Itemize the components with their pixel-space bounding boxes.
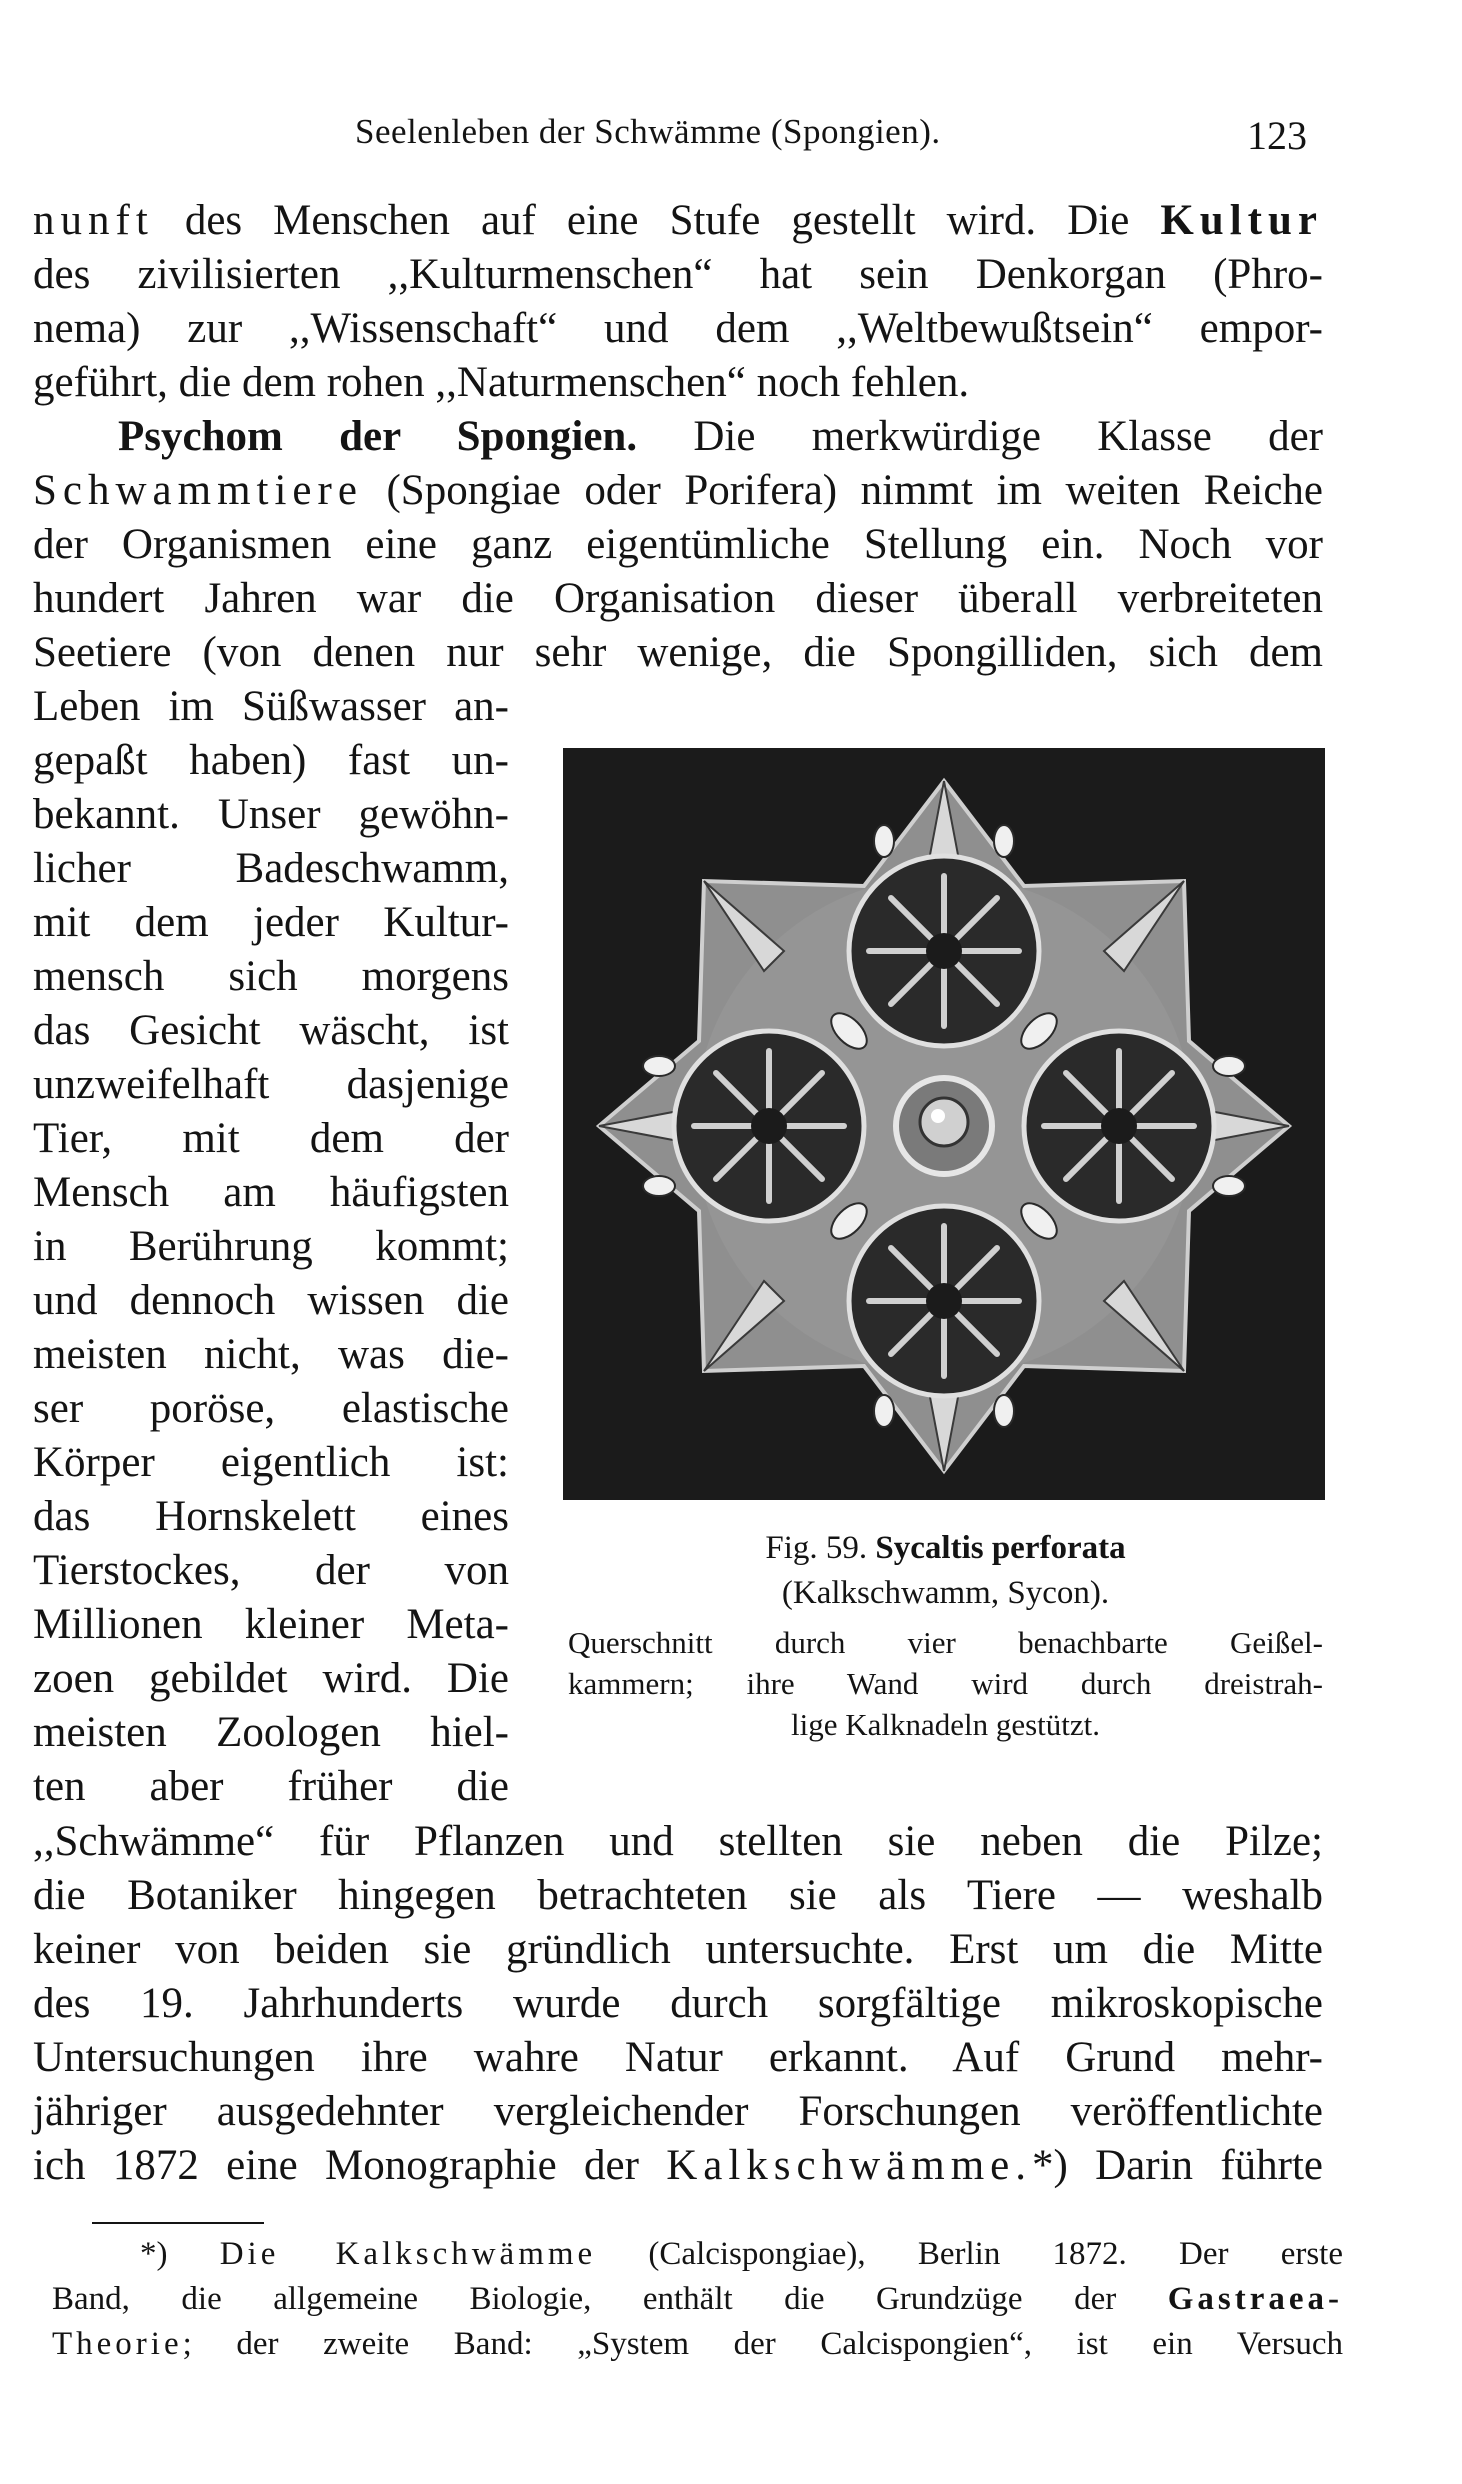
text-line <box>33 464 1323 518</box>
text-run: (Calcispongiae), Berlin 1872. Der erste <box>596 2236 1344 2272</box>
figure-caption-title <box>568 1530 1323 1567</box>
text-line: Mensch am häufigsten <box>33 1169 509 1216</box>
text-run: ; der zweite Band: „System der Calcispongien“, ist ein Versuch <box>182 2326 1343 2362</box>
text-line: Tier, mit dem der <box>33 1115 509 1162</box>
figure-caption-subtitle: (Kalkschwamm, Sycon). <box>781 1575 1110 1611</box>
spaced-text: Gastraea- <box>1167 2281 1343 2317</box>
text-line: geführt, die dem rohen ,,Naturmenschen“ noch fehlen. <box>33 359 970 406</box>
footnote-line <box>52 2277 1343 2321</box>
bold-text: Kultur <box>1160 197 1323 244</box>
figure-label: Fig. 59. <box>765 1530 868 1566</box>
text-line: unzweifelhaft dasjenige <box>33 1061 509 1108</box>
section-heading-line <box>118 410 1323 464</box>
footnote-marker: *) <box>140 2236 220 2272</box>
text-run: (Spongiae oder Porifera) nimmt im weiten Reiche <box>362 467 1323 514</box>
text-line: ,,Schwämme“ für Pflanzen und stellten sie neben die Pilze; <box>33 1818 1323 1865</box>
text-line: meisten Zoologen hiel- <box>33 1709 509 1756</box>
footnote-line <box>52 2322 1343 2366</box>
figure-caption-text: kammern; ihre Wand wird durch dreistrah- <box>568 1666 1323 1701</box>
spaced-text: Theorie <box>52 2326 183 2362</box>
text-line: Untersuchungen ihre wahre Natur erkannt. Auf Grund mehr- <box>33 2034 1323 2081</box>
text-line: das Gesicht wäscht, ist <box>33 1007 509 1054</box>
running-title: Seelenleben der Schwämme (Spongien). <box>355 112 941 151</box>
text-run: *) Darin führte <box>1032 2142 1323 2189</box>
text-line: keiner von beiden sie gründlich untersuchte. Erst um die Mitte <box>33 1926 1323 1973</box>
footnote-separator <box>92 2222 264 2224</box>
sponge-cross-section-illustration <box>563 748 1325 1500</box>
text-line: der Organismen eine ganz eigentümliche Stellung ein. Noch vor <box>33 521 1323 568</box>
text-line: mit dem jeder Kultur- <box>33 899 509 946</box>
text-line: licher Badeschwamm, <box>33 845 509 892</box>
text-line: das Hornskelett eines <box>33 1493 509 1540</box>
text-line: Seetiere (von denen nur sehr wenige, die Spongilliden, sich dem <box>33 629 1323 676</box>
text-run: des Menschen auf eine Stufe gestellt wird. Die <box>153 197 1161 244</box>
text-line: gepaßt haben) fast un- <box>33 737 509 784</box>
text-line: ser poröse, elastische <box>33 1385 509 1432</box>
text-line <box>33 2139 1323 2193</box>
text-line: mensch sich morgens <box>33 953 509 1000</box>
figure-caption-text: lige Kalknadeln gestützt. <box>790 1707 1101 1742</box>
text-line: ten aber früher die <box>33 1763 509 1810</box>
text-run: Band, die allgemeine Biologie, enthält die Grundzüge der <box>52 2281 1168 2317</box>
text-line: Leben im Süßwasser an- <box>33 683 509 730</box>
text-line: bekannt. Unser gewöhn- <box>33 791 509 838</box>
text-line: Tierstockes, der von <box>33 1547 509 1594</box>
section-heading: Psychom der Spongien. <box>118 413 638 460</box>
text-line: zoen gebildet wird. Die <box>33 1655 509 1702</box>
text-line: die Botaniker hingegen betrachteten sie als Tiere — weshalb <box>33 1872 1323 1919</box>
text-line: nema) zur ,,Wissenschaft“ und dem ,,Weltbewußtsein“ empor- <box>33 305 1323 352</box>
text-run: ich 1872 eine Monographie der <box>33 2142 667 2189</box>
figure-species: Sycaltis perforata <box>875 1530 1126 1566</box>
footnote-line <box>140 2232 1343 2276</box>
spaced-text: nunft <box>33 197 154 244</box>
text-run: Die merkwürdige Klasse der <box>637 413 1323 460</box>
page-number: 123 <box>1247 113 1307 158</box>
text-line: meisten nicht, was die- <box>33 1331 509 1378</box>
text-line: des zivilisierten ,,Kulturmenschen“ hat sein Denkorgan (Phro- <box>33 251 1323 298</box>
text-line: jähriger ausgedehnter vergleichender Forschungen veröffentlichte <box>33 2088 1323 2135</box>
illustration-graphic <box>563 748 1325 1500</box>
text-line: hundert Jahren war die Organisation dieser überall verbreiteten <box>33 575 1323 622</box>
page-header <box>0 112 1462 172</box>
text-line: Millionen kleiner Meta- <box>33 1601 509 1648</box>
text-line <box>33 194 1323 248</box>
text-line: in Berührung kommt; <box>33 1223 509 1270</box>
spaced-text: Die Kalkschwämme <box>219 2236 597 2272</box>
text-line: Körper eigentlich ist: <box>33 1439 509 1486</box>
text-line: des 19. Jahrhunderts wurde durch sorgfältige mikroskopische <box>33 1980 1323 2027</box>
figure-caption-text: Querschnitt durch vier benachbarte Geißel- <box>568 1625 1323 1660</box>
spaced-text: Kalkschwämme. <box>666 2142 1032 2189</box>
spaced-text: Schwammtiere <box>33 467 363 514</box>
text-line: und dennoch wissen die <box>33 1277 509 1324</box>
